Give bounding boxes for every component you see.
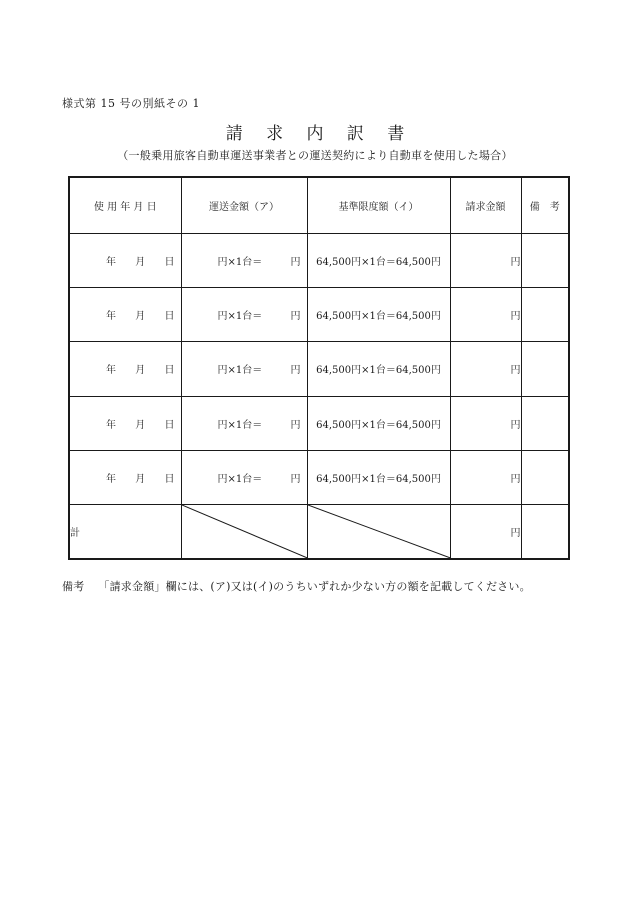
month-label: 月	[135, 365, 146, 377]
fare-field[interactable]	[181, 233, 307, 287]
diagonal-line	[182, 505, 307, 558]
header-date: 使 用 年 月 日	[69, 177, 181, 233]
year-label: 年	[106, 365, 116, 377]
note-field[interactable]	[521, 233, 569, 287]
form-number: 様式第 15 号の別紙その 1	[62, 97, 200, 110]
date-field[interactable]	[69, 396, 181, 450]
header-fare: 運送金額（ア）	[181, 177, 307, 233]
fare-unit: 円	[290, 474, 301, 486]
fare-formula: 円×1台＝	[217, 256, 263, 268]
fare-formula: 円×1台＝	[217, 365, 263, 377]
date-field[interactable]	[69, 342, 181, 396]
claim-field[interactable]: 円	[450, 396, 521, 450]
claim-field[interactable]: 円	[450, 288, 521, 342]
date-field[interactable]	[69, 450, 181, 504]
header-note: 備 考	[521, 177, 569, 233]
note-total-field[interactable]	[521, 505, 569, 559]
fare-formula: 円×1台＝	[217, 474, 263, 486]
fare-unit: 円	[290, 419, 301, 431]
limit-value: 64,500円×1台＝64,500円	[307, 396, 450, 450]
claim-breakdown-table	[68, 176, 570, 560]
limit-value: 64,500円×1台＝64,500円	[307, 342, 450, 396]
note-field[interactable]	[521, 342, 569, 396]
month-label: 月	[135, 419, 146, 431]
header-row	[69, 177, 569, 233]
month-label: 月	[135, 474, 146, 486]
total-row	[69, 505, 569, 559]
fare-formula: 円×1台＝	[217, 419, 263, 431]
table-row	[69, 342, 569, 396]
remarks	[62, 578, 531, 594]
fare-field[interactable]	[181, 396, 307, 450]
month-label: 月	[135, 311, 146, 323]
header-limit: 基準限度額（イ）	[307, 177, 450, 233]
table-row	[69, 288, 569, 342]
table-row	[69, 396, 569, 450]
day-label: 日	[164, 419, 175, 431]
table-row	[69, 233, 569, 287]
year-label: 年	[106, 419, 116, 431]
header-claim: 請求金額	[450, 177, 521, 233]
limit-total-void	[307, 505, 450, 559]
remarks-text: 「請求金額」欄には、(ア)又は(イ)のうちいずれか少ない方の額を記載してください。	[98, 580, 531, 593]
fare-unit: 円	[290, 365, 301, 377]
total-label: 計	[69, 505, 181, 559]
day-label: 日	[164, 256, 175, 268]
claim-field[interactable]: 円	[450, 450, 521, 504]
fare-field[interactable]	[181, 342, 307, 396]
claim-field[interactable]: 円	[450, 342, 521, 396]
note-field[interactable]	[521, 396, 569, 450]
remarks-label: 備考	[62, 580, 85, 593]
document-title: 請 求 内 訳 書	[225, 124, 414, 144]
limit-value: 64,500円×1台＝64,500円	[307, 450, 450, 504]
document-subtitle: （一般乗用旅客自動車運送事業者との運送契約により自動車を使用した場合）	[117, 149, 513, 162]
month-label: 月	[135, 256, 146, 268]
fare-unit: 円	[290, 256, 301, 268]
date-field[interactable]	[69, 288, 181, 342]
year-label: 年	[106, 474, 116, 486]
day-label: 日	[164, 365, 175, 377]
limit-value: 64,500円×1台＝64,500円	[307, 233, 450, 287]
table-row	[69, 450, 569, 504]
claim-total-field[interactable]: 円	[450, 505, 521, 559]
fare-total-void	[181, 505, 307, 559]
date-field[interactable]	[69, 233, 181, 287]
fare-unit: 円	[290, 311, 301, 323]
year-label: 年	[106, 311, 116, 323]
limit-value: 64,500円×1台＝64,500円	[307, 288, 450, 342]
day-label: 日	[164, 474, 175, 486]
diagonal-line	[308, 505, 450, 558]
fare-field[interactable]	[181, 288, 307, 342]
claim-field[interactable]: 円	[450, 233, 521, 287]
note-field[interactable]	[521, 288, 569, 342]
fare-field[interactable]	[181, 450, 307, 504]
year-label: 年	[106, 256, 116, 268]
day-label: 日	[164, 311, 175, 323]
fare-formula: 円×1台＝	[217, 311, 263, 323]
note-field[interactable]	[521, 450, 569, 504]
